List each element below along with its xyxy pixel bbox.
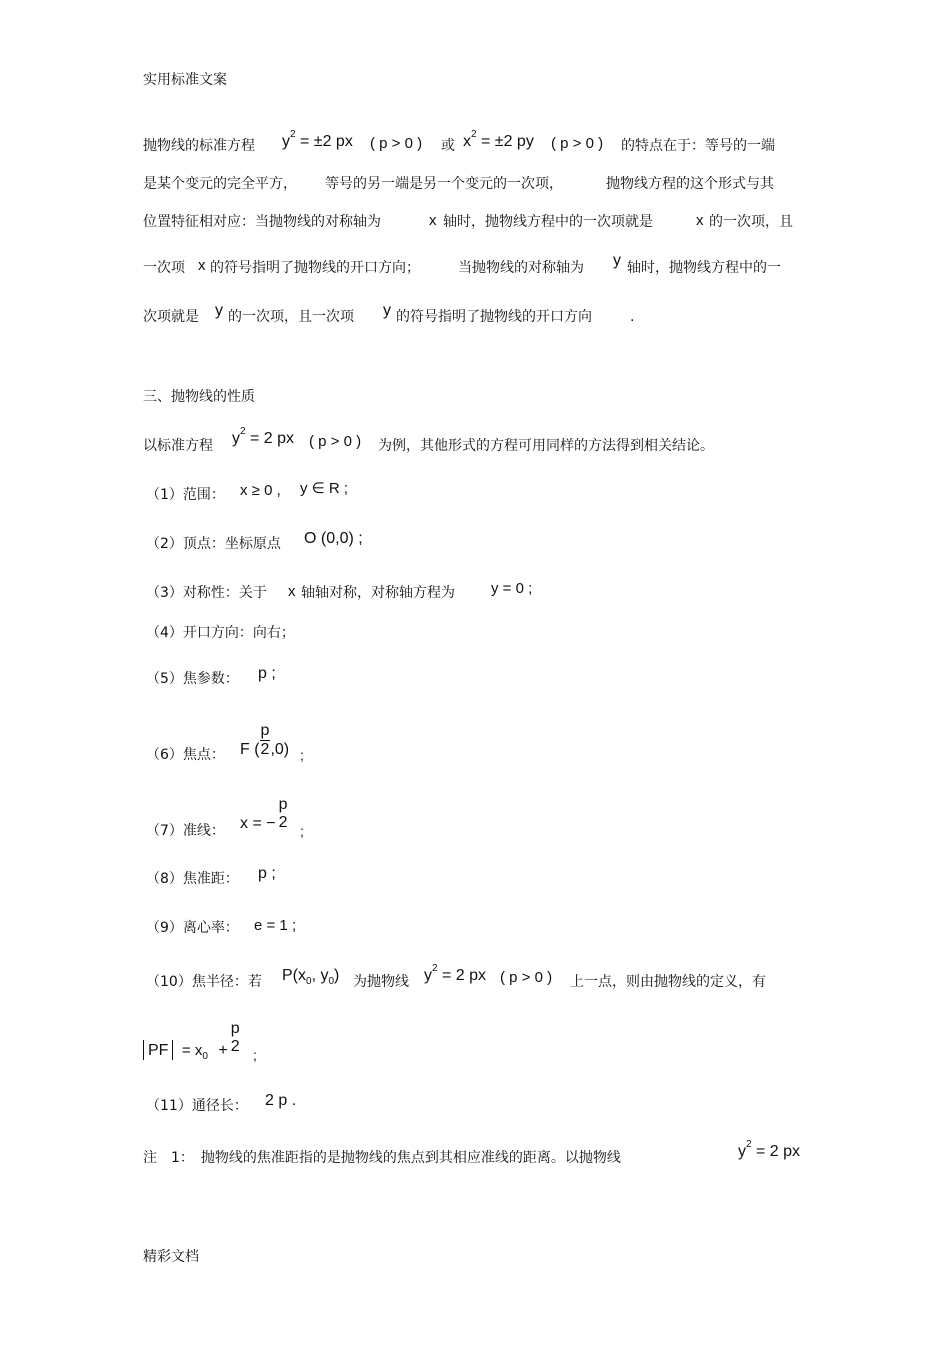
page-header: 实用标准文案 [143,72,227,88]
equation: p ; [258,865,276,882]
equation: y = 0 ; [491,580,533,597]
equation: $y^2 = \pm 2$ px [282,129,353,150]
text: 的一次项，且一次项 [228,309,354,325]
equation: p ; [258,665,276,682]
text: 抛物线方程的这个形式与其 [606,176,774,192]
focal-radius-formula: PF = $x_0$ + p 2 [143,1020,241,1057]
item-label: （7）准线： [146,823,225,839]
text: 的符号指明了抛物线的开口方向 [396,309,592,325]
item-label: （11）通径长： [146,1098,248,1114]
equation: x ≥ 0 , [240,482,281,499]
equation-focus: F ( $\frac{p}{2}$ ,0) [240,722,290,759]
var-y: y [215,302,223,319]
var-y: y [383,302,391,319]
equation: O (0,0) ; [304,530,363,547]
text: 轴时，抛物线方程中的一 [627,260,781,276]
equation-directrix: x = − p 2 [240,796,288,832]
item-label: （6）焦点： [146,747,225,763]
text: 一次项 [143,260,185,276]
var-x: x [429,212,437,229]
text: 轴轴对称，对称轴方程为 [301,585,455,601]
equation-point: $P(x_0$, $y_0$) [282,967,340,987]
text: 上一点，则由抛物线的定义，有 [570,974,766,990]
equation: e = 1 ; [254,917,297,934]
condition: ( p > 0 ) [309,433,362,450]
equation: $y^2 = 2$ px [738,1139,801,1160]
item-label: （4）开口方向：向右； [146,625,295,641]
text: 轴时，抛物线方程中的一次项就是 [443,214,653,230]
text: 或 [441,138,455,154]
text: 是某个变元的完全平方， [143,176,297,192]
condition: ( p > 0 ) [370,135,423,152]
var-x: x [198,257,206,274]
text: . [630,309,635,325]
text: 为抛物线 [353,974,409,990]
var-x: x [288,583,296,600]
text: 为例，其他形式的方程可用同样的方法得到相关结论。 [378,438,714,454]
text: 抛物线的标准方程 [143,138,255,154]
item-label: （2）顶点：坐标原点 [146,536,281,552]
text: 的特点在于：等号的一端 [621,138,775,154]
text: 当抛物线的对称轴为 [458,260,584,276]
item-label: （3）对称性：关于 [146,585,267,601]
section-title: 三、抛物线的性质 [143,389,255,405]
condition: ( p > 0 ) [551,135,604,152]
item-label: （10）焦半径：若 [146,974,262,990]
equation: $y^2 = 2$ px [232,426,295,447]
semicolon: ; [300,823,304,839]
item-label: （8）焦准距： [146,871,239,887]
semicolon: ; [300,747,304,763]
item-label: （5）焦参数： [146,671,239,687]
text: 次项就是 [143,309,199,325]
equation: 2 p . [265,1092,297,1109]
equation: $y^2 = 2$ px [424,963,487,984]
var-x: x [696,212,704,229]
text: 的符号指明了抛物线的开口方向； [210,260,420,276]
semicolon: ; [253,1047,257,1063]
text: 等号的另一端是另一个变元的一次项， [325,176,563,192]
page-footer: 精彩文档 [143,1249,199,1265]
text: 位置特征相对应：当抛物线的对称轴为 [143,214,381,230]
note-text: 注 1： 抛物线的焦准距指的是抛物线的焦点到其相应准线的距离。以抛物线 [143,1150,621,1166]
text: 的一次项，且 [709,214,793,230]
text: 以标准方程 [143,438,213,454]
var-y: y [613,252,621,269]
item-label: （9）离心率： [146,920,239,936]
condition: ( p > 0 ) [500,969,553,986]
equation: y ∈ R ; [300,480,349,497]
equation: $x^2 = \pm 2$ py [463,129,534,150]
item-label: （1）范围： [146,487,225,503]
